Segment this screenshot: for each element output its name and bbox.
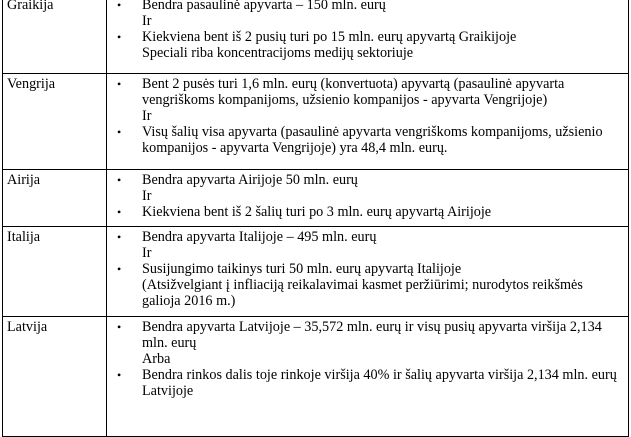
content-cell [107,0,629,74]
country-name: Vengrija [7,76,56,92]
list-item: • Bendra apyvarta Italijoje – 495 mln. eurų [117,229,377,245]
criteria-list [107,0,624,61]
bullet-icon: • [117,173,122,187]
country-cell [3,227,107,317]
country-cell [3,317,107,437]
list-item: • Bendra apyvarta Airijoje 50 mln. eurų [117,172,358,188]
country-cell [3,170,107,227]
list-item: • Bendra pasaulinė apyvarta – 150 mln. eurų [107,0,624,13]
bullet-icon: • [117,230,122,244]
table-row [3,0,629,74]
content-cell [107,170,629,227]
country-name: Italija [7,229,41,245]
criteria-list [107,172,624,220]
table-row [3,227,629,317]
criteria-list [107,229,624,309]
bullet-icon: • [117,0,122,12]
table-row [3,74,629,170]
list-item: • Bendra apyvarta Latvijoje – 35,572 mln. eurų ir visų pusių apyvarta viršija 2,134 mln. eurų [117,319,602,351]
conjunction: Ir [142,13,152,29]
country-name: Airija [7,172,41,188]
note-text: (Atsižvelgiant į infliaciją reikalavimai kasmet peržiūrimi; nurodytos reikšmės galioja 2016 m.) [142,277,583,309]
conjunction: Arba [142,351,171,367]
bullet-icon: • [117,262,122,276]
content-cell [107,74,629,170]
criteria-list [107,319,624,399]
conjunction: Ir [142,108,152,124]
turnover-thresholds-table [2,0,629,437]
table-row [3,317,629,437]
bullet-icon: • [117,77,122,91]
criteria-list [107,76,624,156]
list-item: • Bendra rinkos dalis toje rinkoje viršija 40% ir šalių apyvarta viršija 2,134 mln. eurų Latvijoje [117,367,617,399]
list-item: • Visų šalių visa apyvarta (pasaulinė apyvarta vengriškoms kompanijoms, užsienio kompanijos - apyvarta Vengrijoje) yra 48,4 mln. eurų. [117,124,603,156]
table-row [3,170,629,227]
list-item: • Kiekviena bent iš 2 pusių turi po 15 mln. eurų apyvartą Graikijoje [117,29,517,45]
country-name: Latvija [7,319,48,335]
content-cell [107,317,629,437]
list-item: • Kiekviena bent iš 2 šalių turi po 3 mln. eurų apyvartą Airijoje [117,204,492,220]
list-item: • Susijungimo taikinys turi 50 mln. eurų apyvartą Italijoje [117,261,462,277]
country-cell [3,0,107,74]
bullet-icon: • [117,30,122,44]
country-name: Graikija [7,0,54,13]
list-item: • Bent 2 pusės turi 1,6 mln. eurų (konvertuota) apyvartą (pasaulinė apyvarta vengriškoms kompanijoms, užsienio kompanijos - apyvarta Vengrijoje) [117,76,565,108]
conjunction: Ir [142,188,152,204]
bullet-icon: • [117,205,122,219]
note-text: Speciali riba koncentracijoms medijų sektoriuje [142,45,414,61]
bullet-icon: • [117,320,122,334]
conjunction: Ir [142,245,152,261]
bullet-icon: • [117,125,122,139]
country-cell [3,74,107,170]
bullet-icon: • [117,368,122,382]
content-cell [107,227,629,317]
